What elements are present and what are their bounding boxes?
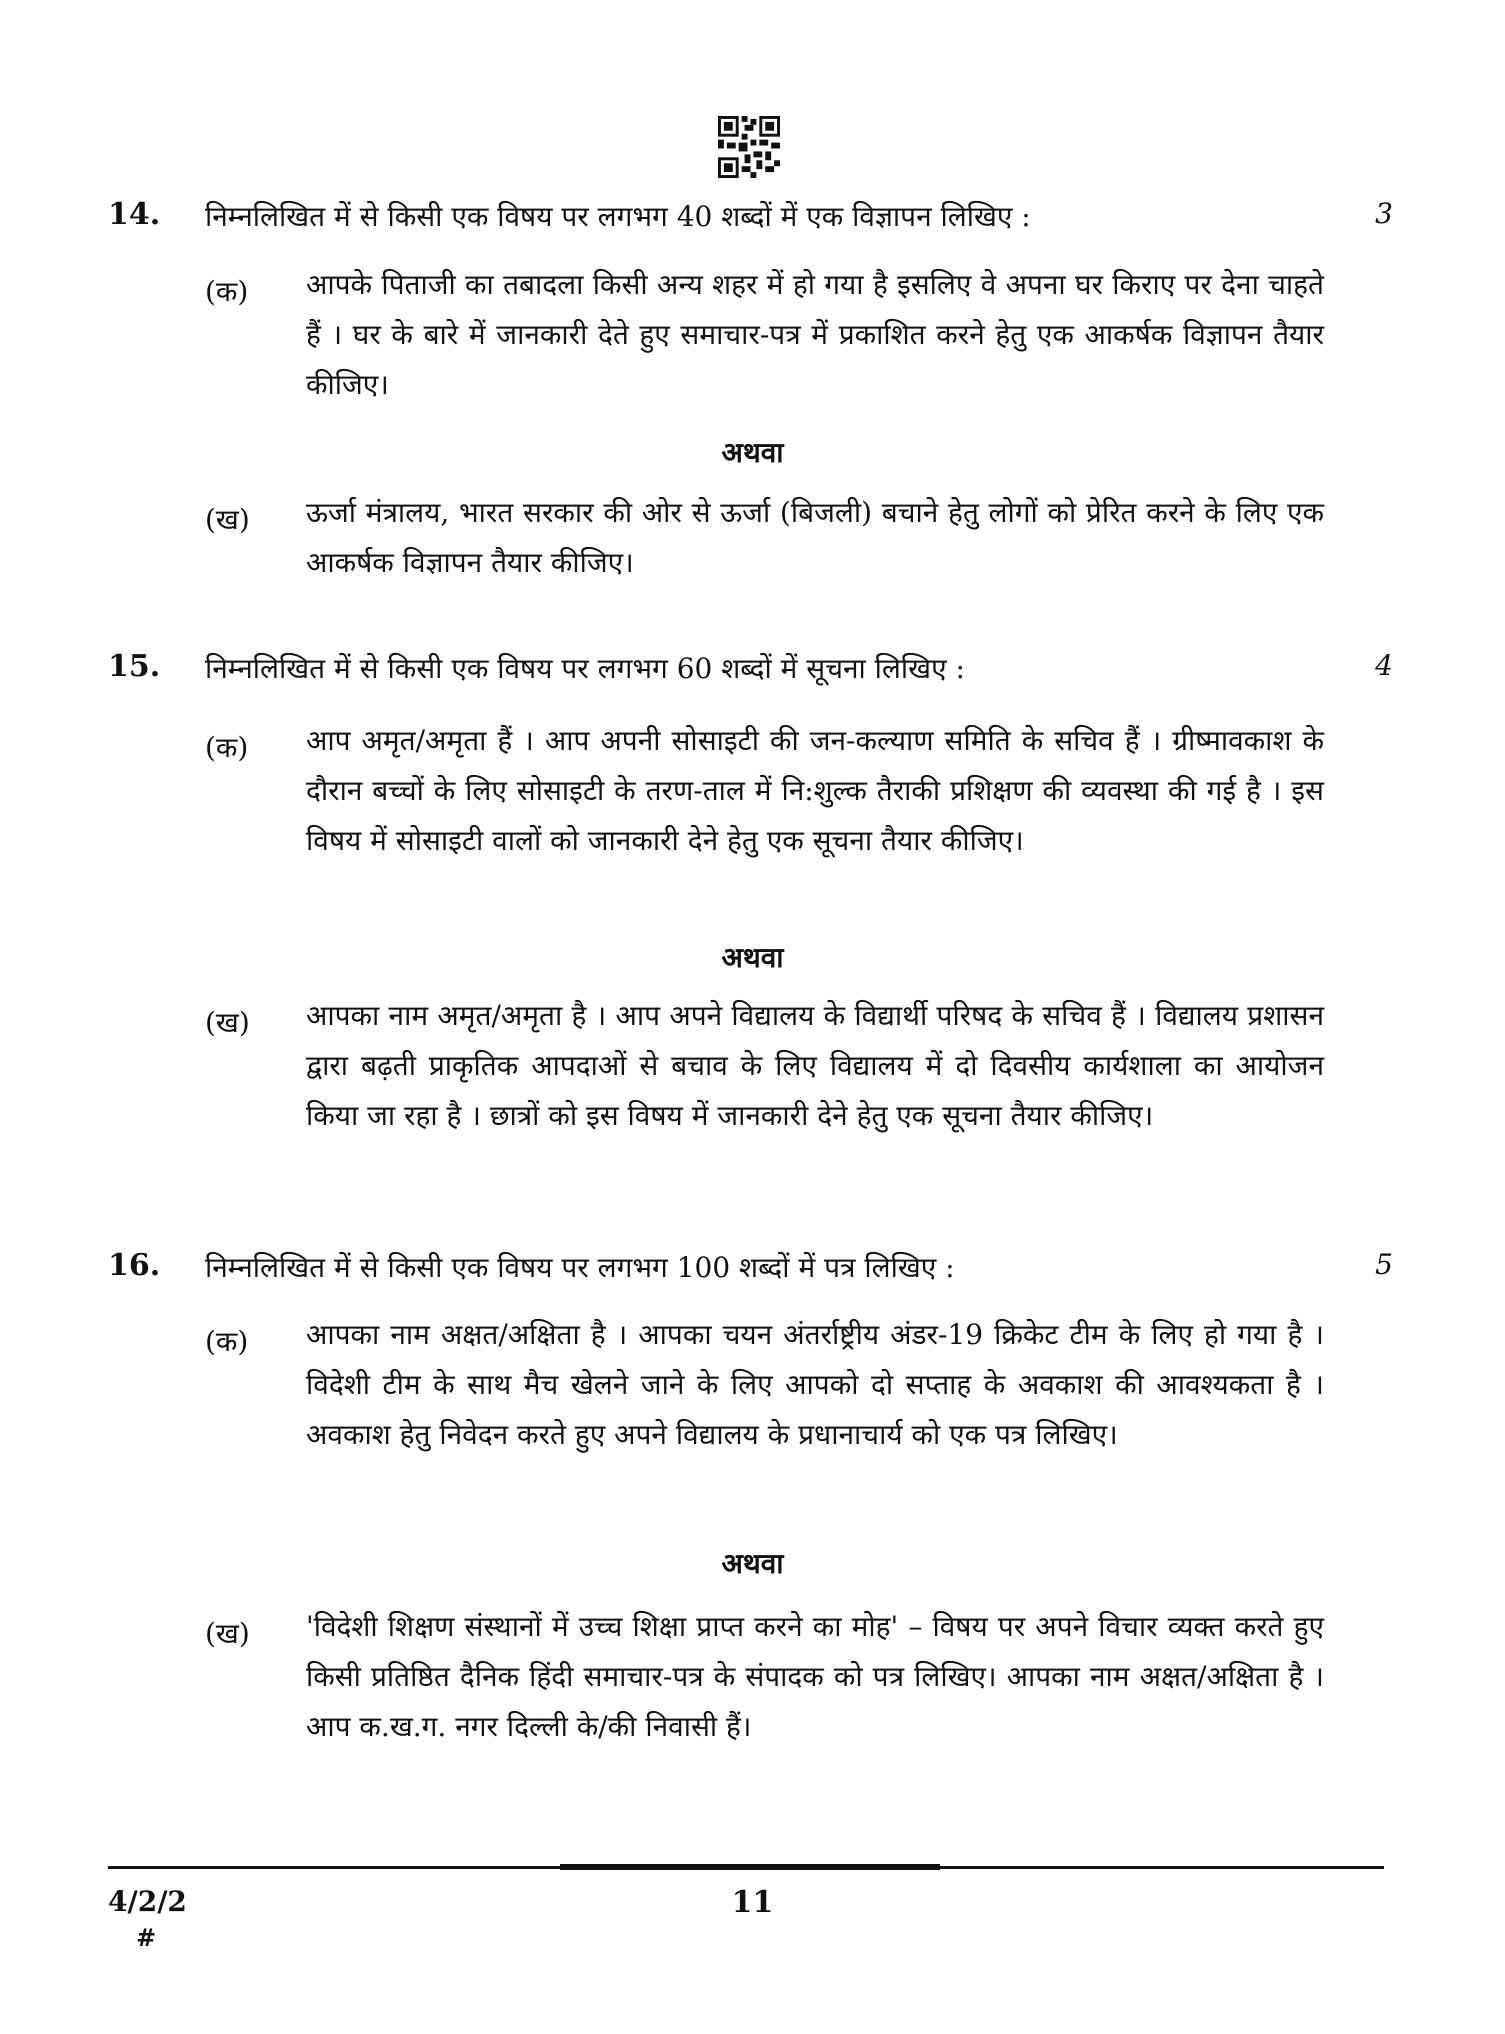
qr-code-icon — [718, 116, 780, 178]
option-text: आपका नाम अमृत/अमृता है । आप अपने विद्यालय के विद्यार्थी परिषद के सचिव हैं । विद्यालय प्रशासन द्वारा बढ़ती प्राकृतिक आपदाओं से बचाव के लिए विद्यालय में दो दिवसीय कार्यशाला का आयोजन किया जा रहा है । छात्रों को इस विषय में जानकारी देने हेतु एक सूचना तैयार कीजिए। — [306, 999, 1324, 1132]
option-text: आपके पिताजी का तबादला किसी अन्य शहर में हो गया है इसलिए वे अपना घर किराए पर देना चाहते हैं । घर के बारे में जानकारी देते हुए समाचार-पत्र में प्रकाशित करने हेतु एक आकर्षक विज्ञापन तैयार कीजिए। — [306, 268, 1324, 401]
question-number: 16. — [108, 1248, 161, 1283]
option-label: (क) — [205, 1325, 249, 1358]
option-label: (ख) — [205, 1006, 250, 1039]
option-text: आपका नाम अक्षत/अक्षिता है । आपका चयन अंतर्राष्ट्रीय अंडर-19 क्रिकेट टीम के लिए हो गया है । विदेशी टीम के साथ मैच खेलने जाने के लिए आपको दो सप्ताह के अवकाश की आवश्यकता है । अवकाश हेतु निवेदन करते हुए अपने विद्यालय के प्रधानाचार्य को एक पत्र लिखिए। — [306, 1318, 1324, 1451]
option-label: (क) — [205, 731, 249, 764]
question-number: 14. — [108, 197, 161, 232]
question-stem: निम्नलिखित में से किसी एक विषय पर लगभग 40 शब्दों में एक विज्ञापन लिखिए : — [205, 200, 1031, 233]
option-text: ऊर्जा मंत्रालय, भारत सरकार की ओर से ऊर्जा (बिजली) बचाने हेतु लोगों को प्रेरित करने के लिए एक आकर्षक विज्ञापन तैयार कीजिए। — [306, 496, 1324, 579]
option-label: (ख) — [205, 1617, 250, 1650]
hash-mark: # — [136, 1923, 157, 1952]
option-label: (ख) — [205, 503, 250, 536]
option-text: आप अमृत/अमृता हैं । आप अपनी सोसाइटी की जन-कल्याण समिति के सचिव हैं । ग्रीष्मावकाश के दौरान बच्चों के लिए सोसाइटी के तरण-ताल में नि:शुल्क तैराकी प्रशिक्षण की व्यवस्था की गई है । इस विषय में सोसाइटी वालों को जानकारी देने हेतु एक सूचना तैयार कीजिए। — [306, 724, 1324, 857]
marks: 4 — [1375, 649, 1393, 682]
page-number: 11 — [731, 1885, 774, 1920]
marks: 5 — [1375, 1248, 1393, 1281]
or-label: अथवा — [721, 1547, 784, 1580]
or-label: अथवा — [721, 436, 784, 469]
footer-rule-heavy — [560, 1864, 940, 1870]
option-text: 'विदेशी शिक्षण संस्थानों में उच्च शिक्षा प्राप्त करने का मोह' – विषय पर अपने विचार व्यक्त करते हुए किसी प्रतिष्ठित दैनिक हिंदी समाचार-पत्र के संपादक को पत्र लिखिए। आपका नाम अक्षत/अक्षिता है । आप क.ख.ग. नगर दिल्ली के/की निवासी हैं। — [306, 1610, 1324, 1743]
or-label: अथवा — [721, 941, 784, 974]
question-stem: निम्नलिखित में से किसी एक विषय पर लगभग 60 शब्दों में सूचना लिखिए : — [205, 652, 965, 685]
question-number: 15. — [108, 649, 161, 684]
paper-code: 4/2/2 — [108, 1885, 187, 1918]
marks: 3 — [1375, 197, 1393, 230]
question-stem: निम्नलिखित में से किसी एक विषय पर लगभग 100 शब्दों में पत्र लिखिए : — [205, 1251, 955, 1284]
option-label: (क) — [205, 275, 249, 308]
